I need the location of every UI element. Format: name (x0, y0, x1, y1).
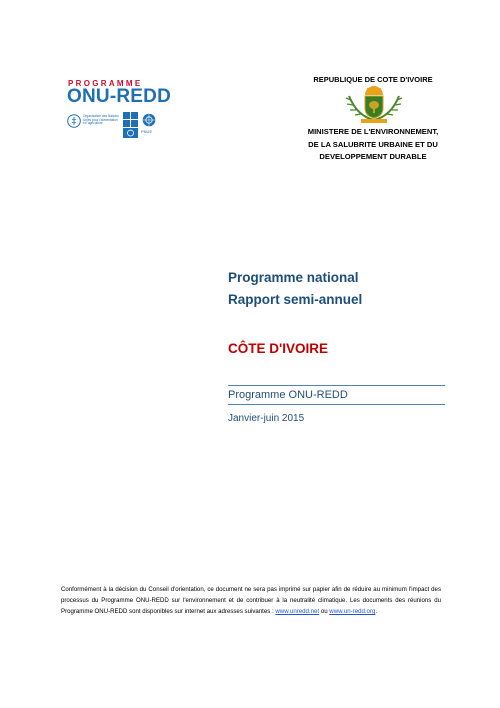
divider-bottom (228, 404, 445, 405)
partner-logos (67, 112, 177, 140)
pnue-label: PNUE (141, 129, 153, 134)
report-title-line-2: Rapport semi-annuel (228, 292, 363, 307)
link-un-redd-org[interactable]: www.un-redd.org (329, 608, 376, 616)
undp-logo-icon (123, 112, 138, 138)
ministry-line-2: DE LA SALUBRITE URBAINE ET DU (308, 139, 438, 149)
report-title-line-1: Programme national (228, 270, 359, 285)
ministry-line-1: MINISTERE DE L'ENVIRONNEMENT, (307, 127, 439, 136)
republic-heading: REPUBLIQUE DE COTE D'IVOIRE (313, 75, 433, 84)
cote-divoire-emblem-icon (341, 86, 407, 124)
programme-subtitle: Programme ONU-REDD (228, 389, 348, 401)
ministry-line-3: DEVELOPPEMENT DURABLE (319, 152, 427, 161)
fao-logo-icon (67, 114, 81, 128)
ministry-heading (298, 126, 448, 164)
logo-title: ONU-REDD (67, 86, 171, 107)
report-period: Janvier-juin 2015 (228, 413, 305, 424)
unep-logo-icon (142, 113, 156, 127)
footer-text: Conformément à la décision du Conseil d'orientation, ce document ne sera pas imprimé sur papier afin de réduire au minimum l'impact des processus du Programme ONU-REDD sur l'environnement et de contribuer à la neutralité climatique. Les documents des réunions du Programme ONU-REDD sont disponibles sur internet aux adresses suivantes : (61, 586, 441, 616)
country-heading: CÔTE D'IVOIRE (228, 341, 328, 356)
fao-text: Organisation des Nations Unies pour l'alimentation et l'agriculture (83, 114, 119, 126)
link-unredd-net[interactable]: www.unredd.net (275, 608, 320, 616)
footer-notice (61, 584, 441, 618)
divider-top (228, 385, 445, 386)
footer-connector: ou (320, 608, 328, 616)
logo-programme-label: PROGRAMME (68, 79, 143, 88)
footer-end: . (375, 608, 378, 616)
